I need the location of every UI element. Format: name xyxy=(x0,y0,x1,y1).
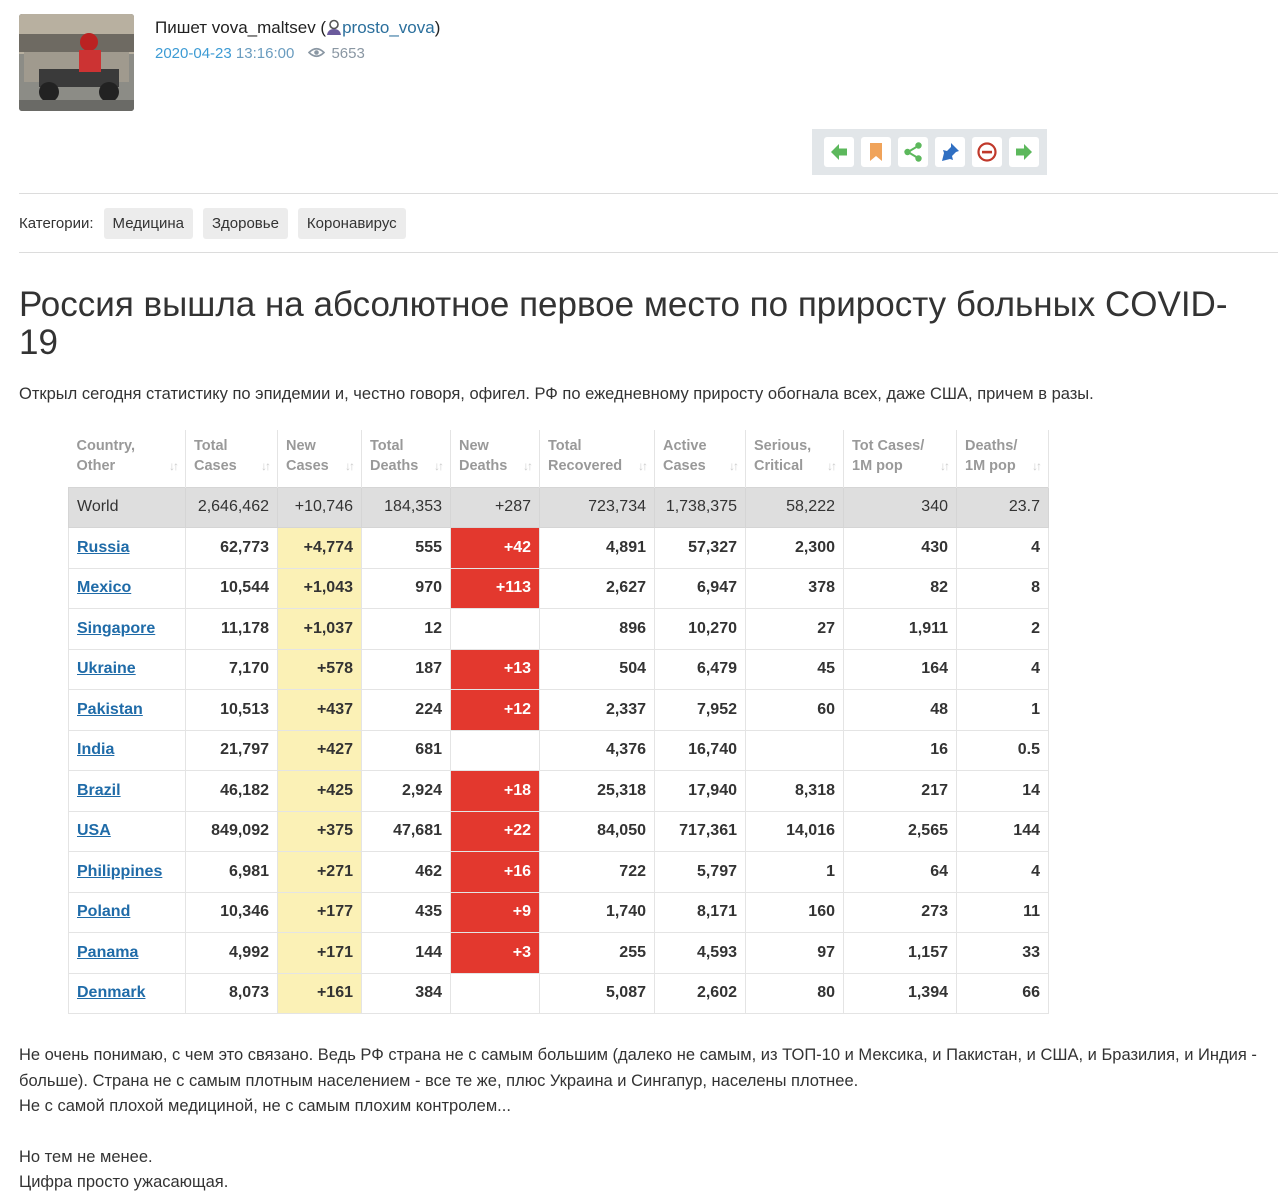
column-header-line: Cases xyxy=(286,458,329,474)
post-paragraph: Но тем не менее. xyxy=(19,1147,153,1166)
country-link[interactable]: Pakistan xyxy=(77,700,143,718)
country-link[interactable]: Ukraine xyxy=(77,660,136,678)
table-cell: 4 xyxy=(957,528,1049,569)
column-header[interactable] xyxy=(186,430,278,487)
table-cell: +16 xyxy=(451,852,540,893)
post-intro: Открыл сегодня статистику по эпидемии и, честно говоря, офигел. РФ по ежедневному приросту обогнала всех, даже США, причем в разы. xyxy=(19,385,1094,403)
pin-icon xyxy=(939,141,961,163)
table-cell: 8,318 xyxy=(746,771,844,812)
sort-icon[interactable]: ↓↑ xyxy=(729,458,737,473)
sort-icon[interactable]: ↓↑ xyxy=(345,458,353,473)
table-cell: +3 xyxy=(451,933,540,974)
table-cell: 62,773 xyxy=(186,528,278,569)
table-cell: 717,361 xyxy=(655,811,746,852)
column-header-line: Tot Cases/ xyxy=(852,438,925,454)
table-cell: +578 xyxy=(278,649,362,690)
table-cell: 8,171 xyxy=(655,892,746,933)
table-row xyxy=(69,892,1049,933)
table-cell: 47,681 xyxy=(362,811,451,852)
table-row xyxy=(69,730,1049,771)
column-header-line: Total xyxy=(548,438,582,454)
category-tag[interactable]: Медицина xyxy=(104,208,193,239)
table-cell: 48 xyxy=(844,690,957,731)
table-cell: +18 xyxy=(451,771,540,812)
post-toolbar xyxy=(812,129,1047,175)
country-link[interactable]: Denmark xyxy=(77,984,146,1002)
table-cell xyxy=(69,771,186,812)
sort-icon[interactable]: ↓↑ xyxy=(1032,458,1040,473)
table-cell: 10,346 xyxy=(186,892,278,933)
table-cell xyxy=(451,973,540,1014)
table-cell: +42 xyxy=(451,528,540,569)
country-link[interactable]: Panama xyxy=(77,943,139,961)
table-cell xyxy=(69,933,186,974)
table-cell: 144 xyxy=(362,933,451,974)
categories-label: Категории: xyxy=(19,215,94,232)
sort-icon[interactable]: ↓↑ xyxy=(940,458,948,473)
table-cell: 896 xyxy=(540,609,655,650)
table-cell: 46,182 xyxy=(186,771,278,812)
world-row xyxy=(69,487,1049,528)
table-cell: 23.7 xyxy=(957,487,1049,528)
table-cell: +437 xyxy=(278,690,362,731)
table-cell: 273 xyxy=(844,892,957,933)
column-header-line: New xyxy=(459,438,489,454)
post-time: 13:16:00 xyxy=(235,45,295,62)
table-cell: 45 xyxy=(746,649,844,690)
table-cell: 2,300 xyxy=(746,528,844,569)
table-cell: 8,073 xyxy=(186,973,278,1014)
table-cell: 5,087 xyxy=(540,973,655,1014)
table-row xyxy=(69,690,1049,731)
table-cell: 378 xyxy=(746,568,844,609)
table-cell xyxy=(69,730,186,771)
pin-button[interactable] xyxy=(935,137,965,167)
table-cell: 4,891 xyxy=(540,528,655,569)
post-date[interactable]: 2020-04-23 xyxy=(155,45,232,62)
column-header-line: Cases xyxy=(663,458,706,474)
table-cell: 2,924 xyxy=(362,771,451,812)
column-header[interactable] xyxy=(278,430,362,487)
table-cell: 4,992 xyxy=(186,933,278,974)
views-count xyxy=(308,45,364,62)
table-cell: 82 xyxy=(844,568,957,609)
post-body xyxy=(19,1043,1259,1196)
table-cell: 722 xyxy=(540,852,655,893)
table-cell: +375 xyxy=(278,811,362,852)
column-header-line: Active xyxy=(663,438,707,454)
sort-icon[interactable]: ↓↑ xyxy=(434,458,442,473)
column-header[interactable] xyxy=(746,430,844,487)
country-link[interactable]: Mexico xyxy=(77,579,132,597)
sort-icon[interactable]: ↓↑ xyxy=(638,458,646,473)
column-header[interactable] xyxy=(655,430,746,487)
table-cell: +287 xyxy=(451,487,540,528)
country-link[interactable]: India xyxy=(77,741,115,759)
table-cell: 6,479 xyxy=(655,649,746,690)
table-cell: 17,940 xyxy=(655,771,746,812)
table-cell xyxy=(69,892,186,933)
table-cell: 2,646,462 xyxy=(186,487,278,528)
table-cell: 25,318 xyxy=(540,771,655,812)
views-value: 5653 xyxy=(331,45,365,62)
table-cell: 435 xyxy=(362,892,451,933)
categories-bar xyxy=(19,208,406,239)
column-header-line: Country, xyxy=(76,438,136,454)
sort-icon[interactable]: ↓↑ xyxy=(827,458,835,473)
share-button[interactable] xyxy=(898,137,928,167)
table-cell: +113 xyxy=(451,568,540,609)
table-cell: 4 xyxy=(957,852,1049,893)
category-tag[interactable]: Коронавирус xyxy=(298,208,406,239)
table-cell: 160 xyxy=(746,892,844,933)
table-row xyxy=(69,568,1049,609)
table-cell: +12 xyxy=(451,690,540,731)
table-row xyxy=(69,609,1049,650)
table-cell: 0.5 xyxy=(957,730,1049,771)
column-header-line: Other xyxy=(76,458,116,474)
table-cell: +4,774 xyxy=(278,528,362,569)
column-header-line: 1M pop xyxy=(852,458,903,474)
table-cell xyxy=(69,649,186,690)
table-cell: +9 xyxy=(451,892,540,933)
table-cell: 217 xyxy=(844,771,957,812)
column-header-line: Total xyxy=(370,438,404,454)
table-cell: 340 xyxy=(844,487,957,528)
column-header[interactable] xyxy=(451,430,540,487)
table-cell: 14 xyxy=(957,771,1049,812)
table-cell: 97 xyxy=(746,933,844,974)
table-cell: 64 xyxy=(844,852,957,893)
table-cell: 1,740 xyxy=(540,892,655,933)
block-icon xyxy=(976,141,998,163)
arrow-right-icon xyxy=(1013,141,1035,163)
table-cell: 80 xyxy=(746,973,844,1014)
column-header[interactable] xyxy=(69,430,186,487)
column-header[interactable] xyxy=(540,430,655,487)
table-cell: 5,797 xyxy=(655,852,746,893)
prev-post-button[interactable] xyxy=(824,137,854,167)
column-header-line: Deaths xyxy=(370,458,419,474)
author-avatar[interactable] xyxy=(19,14,134,111)
table-cell: +13 xyxy=(451,649,540,690)
column-header[interactable] xyxy=(362,430,451,487)
table-cell: 4,376 xyxy=(540,730,655,771)
table-cell: 187 xyxy=(362,649,451,690)
table-cell: 970 xyxy=(362,568,451,609)
table-cell: 1,911 xyxy=(844,609,957,650)
column-header[interactable] xyxy=(844,430,957,487)
table-cell: 7,170 xyxy=(186,649,278,690)
table-cell: 1 xyxy=(746,852,844,893)
table-row xyxy=(69,528,1049,569)
table-cell: 6,947 xyxy=(655,568,746,609)
divider xyxy=(19,193,1278,194)
table-cell: 849,092 xyxy=(186,811,278,852)
table-cell: 184,353 xyxy=(362,487,451,528)
table-cell: 224 xyxy=(362,690,451,731)
country-link[interactable]: Singapore xyxy=(77,619,156,637)
country-link[interactable]: USA xyxy=(77,822,111,840)
table-row xyxy=(69,649,1049,690)
table-cell: 2,627 xyxy=(540,568,655,609)
table-cell xyxy=(451,609,540,650)
column-header-line: Deaths/ xyxy=(965,438,1018,454)
table-cell: +1,037 xyxy=(278,609,362,650)
table-cell: 14,016 xyxy=(746,811,844,852)
table-cell: 27 xyxy=(746,609,844,650)
user-icon[interactable] xyxy=(326,19,342,36)
column-header-line: Total xyxy=(194,438,228,454)
next-post-button[interactable] xyxy=(1009,137,1039,167)
table-cell: 462 xyxy=(362,852,451,893)
column-header-line: Cases xyxy=(194,458,237,474)
table-cell: 2,602 xyxy=(655,973,746,1014)
table-cell: 66 xyxy=(957,973,1049,1014)
column-header-line: Deaths xyxy=(459,458,508,474)
sort-icon[interactable]: ↓↑ xyxy=(261,458,269,473)
table-cell: +1,043 xyxy=(278,568,362,609)
table-cell: 58,222 xyxy=(746,487,844,528)
table-cell: 7,952 xyxy=(655,690,746,731)
table-row xyxy=(69,933,1049,974)
table-cell: 8 xyxy=(957,568,1049,609)
avatar-photo xyxy=(19,14,134,111)
table-cell: 504 xyxy=(540,649,655,690)
table-cell: 2,565 xyxy=(844,811,957,852)
country-link[interactable]: Brazil xyxy=(77,781,121,799)
table-cell: +10,746 xyxy=(278,487,362,528)
table-cell: World xyxy=(69,487,186,528)
post-title: Россия вышла на абсолютное первое место по приросту больных COVID-19 xyxy=(19,285,1228,362)
table-cell xyxy=(69,528,186,569)
arrow-left-icon xyxy=(828,141,850,163)
table-cell: 1,394 xyxy=(844,973,957,1014)
table-cell: +177 xyxy=(278,892,362,933)
bookmark-icon xyxy=(865,141,887,163)
author-line: Пишет vova_maltsev ( prosto_vova) xyxy=(155,18,441,37)
table-cell: 60 xyxy=(746,690,844,731)
column-header-line: New xyxy=(286,438,316,454)
table-cell: +425 xyxy=(278,771,362,812)
table-row xyxy=(69,973,1049,1014)
country-link[interactable]: Philippines xyxy=(77,862,163,880)
table-cell xyxy=(69,852,186,893)
table-cell xyxy=(746,730,844,771)
table-cell: 11 xyxy=(957,892,1049,933)
table-cell: 2,337 xyxy=(540,690,655,731)
author-name[interactable]: vova_maltsev xyxy=(211,18,316,37)
table-cell: 1 xyxy=(957,690,1049,731)
table-cell: 384 xyxy=(362,973,451,1014)
table-cell: 16 xyxy=(844,730,957,771)
table-cell: 555 xyxy=(362,528,451,569)
post-meta xyxy=(155,45,365,62)
covid-stats-table xyxy=(68,430,1048,1010)
divider xyxy=(19,252,1278,253)
table-cell xyxy=(69,609,186,650)
sort-icon[interactable]: ↓↑ xyxy=(169,458,177,473)
category-tag[interactable]: Здоровье xyxy=(203,208,288,239)
bookmark-button[interactable] xyxy=(861,137,891,167)
table-cell xyxy=(69,973,186,1014)
table-cell: 12 xyxy=(362,609,451,650)
table-cell: 6,981 xyxy=(186,852,278,893)
table-cell: 681 xyxy=(362,730,451,771)
eye-icon xyxy=(308,45,325,56)
table-cell: +271 xyxy=(278,852,362,893)
table-cell: 4,593 xyxy=(655,933,746,974)
author-handle-link[interactable]: prosto_vova xyxy=(342,18,435,37)
table-cell xyxy=(451,730,540,771)
table-cell: 723,734 xyxy=(540,487,655,528)
table-cell xyxy=(69,568,186,609)
table-cell: +171 xyxy=(278,933,362,974)
table-cell: +161 xyxy=(278,973,362,1014)
table-cell: 21,797 xyxy=(186,730,278,771)
column-header-line: Critical xyxy=(754,458,804,474)
table-cell: 1,157 xyxy=(844,933,957,974)
table-cell: 10,544 xyxy=(186,568,278,609)
table-row xyxy=(69,852,1049,893)
table-cell: 84,050 xyxy=(540,811,655,852)
table-cell xyxy=(69,811,186,852)
country-link[interactable]: Russia xyxy=(77,538,130,556)
column-header-line: Serious, xyxy=(754,438,812,454)
table-cell: 144 xyxy=(957,811,1049,852)
post-paragraph: Не очень понимаю, с чем это связано. Ведь РФ страна не с самым большим (далеко не самым, из ТОП-10 и Мексика, и Пакистан, и США, и Бразилия, и Индия - больше). Страна не с самым плотным населением - все те же, плюс Украина и Сингапур, населены плотнее. xyxy=(19,1046,1257,1090)
column-header[interactable] xyxy=(957,430,1049,487)
table-header-row xyxy=(69,430,1049,487)
table-cell: +22 xyxy=(451,811,540,852)
column-header-line: 1M pop xyxy=(965,458,1016,474)
post-paragraph: Цифра просто ужасающая. xyxy=(19,1173,229,1191)
table-row xyxy=(69,811,1049,852)
table-cell: 11,178 xyxy=(186,609,278,650)
table-cell: 430 xyxy=(844,528,957,569)
table-cell: 16,740 xyxy=(655,730,746,771)
table-cell xyxy=(69,690,186,731)
post-paragraph: Не с самой плохой медициной, не с самым плохим контролем... xyxy=(19,1097,511,1115)
share-icon xyxy=(902,141,924,163)
table-cell: 4 xyxy=(957,649,1049,690)
table-cell: 1,738,375 xyxy=(655,487,746,528)
table-cell: 10,513 xyxy=(186,690,278,731)
table-cell: 33 xyxy=(957,933,1049,974)
table-cell: 2 xyxy=(957,609,1049,650)
column-header-line: Recovered xyxy=(548,458,623,474)
sort-icon[interactable]: ↓↑ xyxy=(523,458,531,473)
table-cell: +427 xyxy=(278,730,362,771)
table-cell: 57,327 xyxy=(655,528,746,569)
table-row xyxy=(69,771,1049,812)
block-button[interactable] xyxy=(972,137,1002,167)
table-cell: 164 xyxy=(844,649,957,690)
country-link[interactable]: Poland xyxy=(77,903,131,921)
table-cell: 10,270 xyxy=(655,609,746,650)
table-cell: 255 xyxy=(540,933,655,974)
author-prefix: Пишет xyxy=(155,18,208,37)
